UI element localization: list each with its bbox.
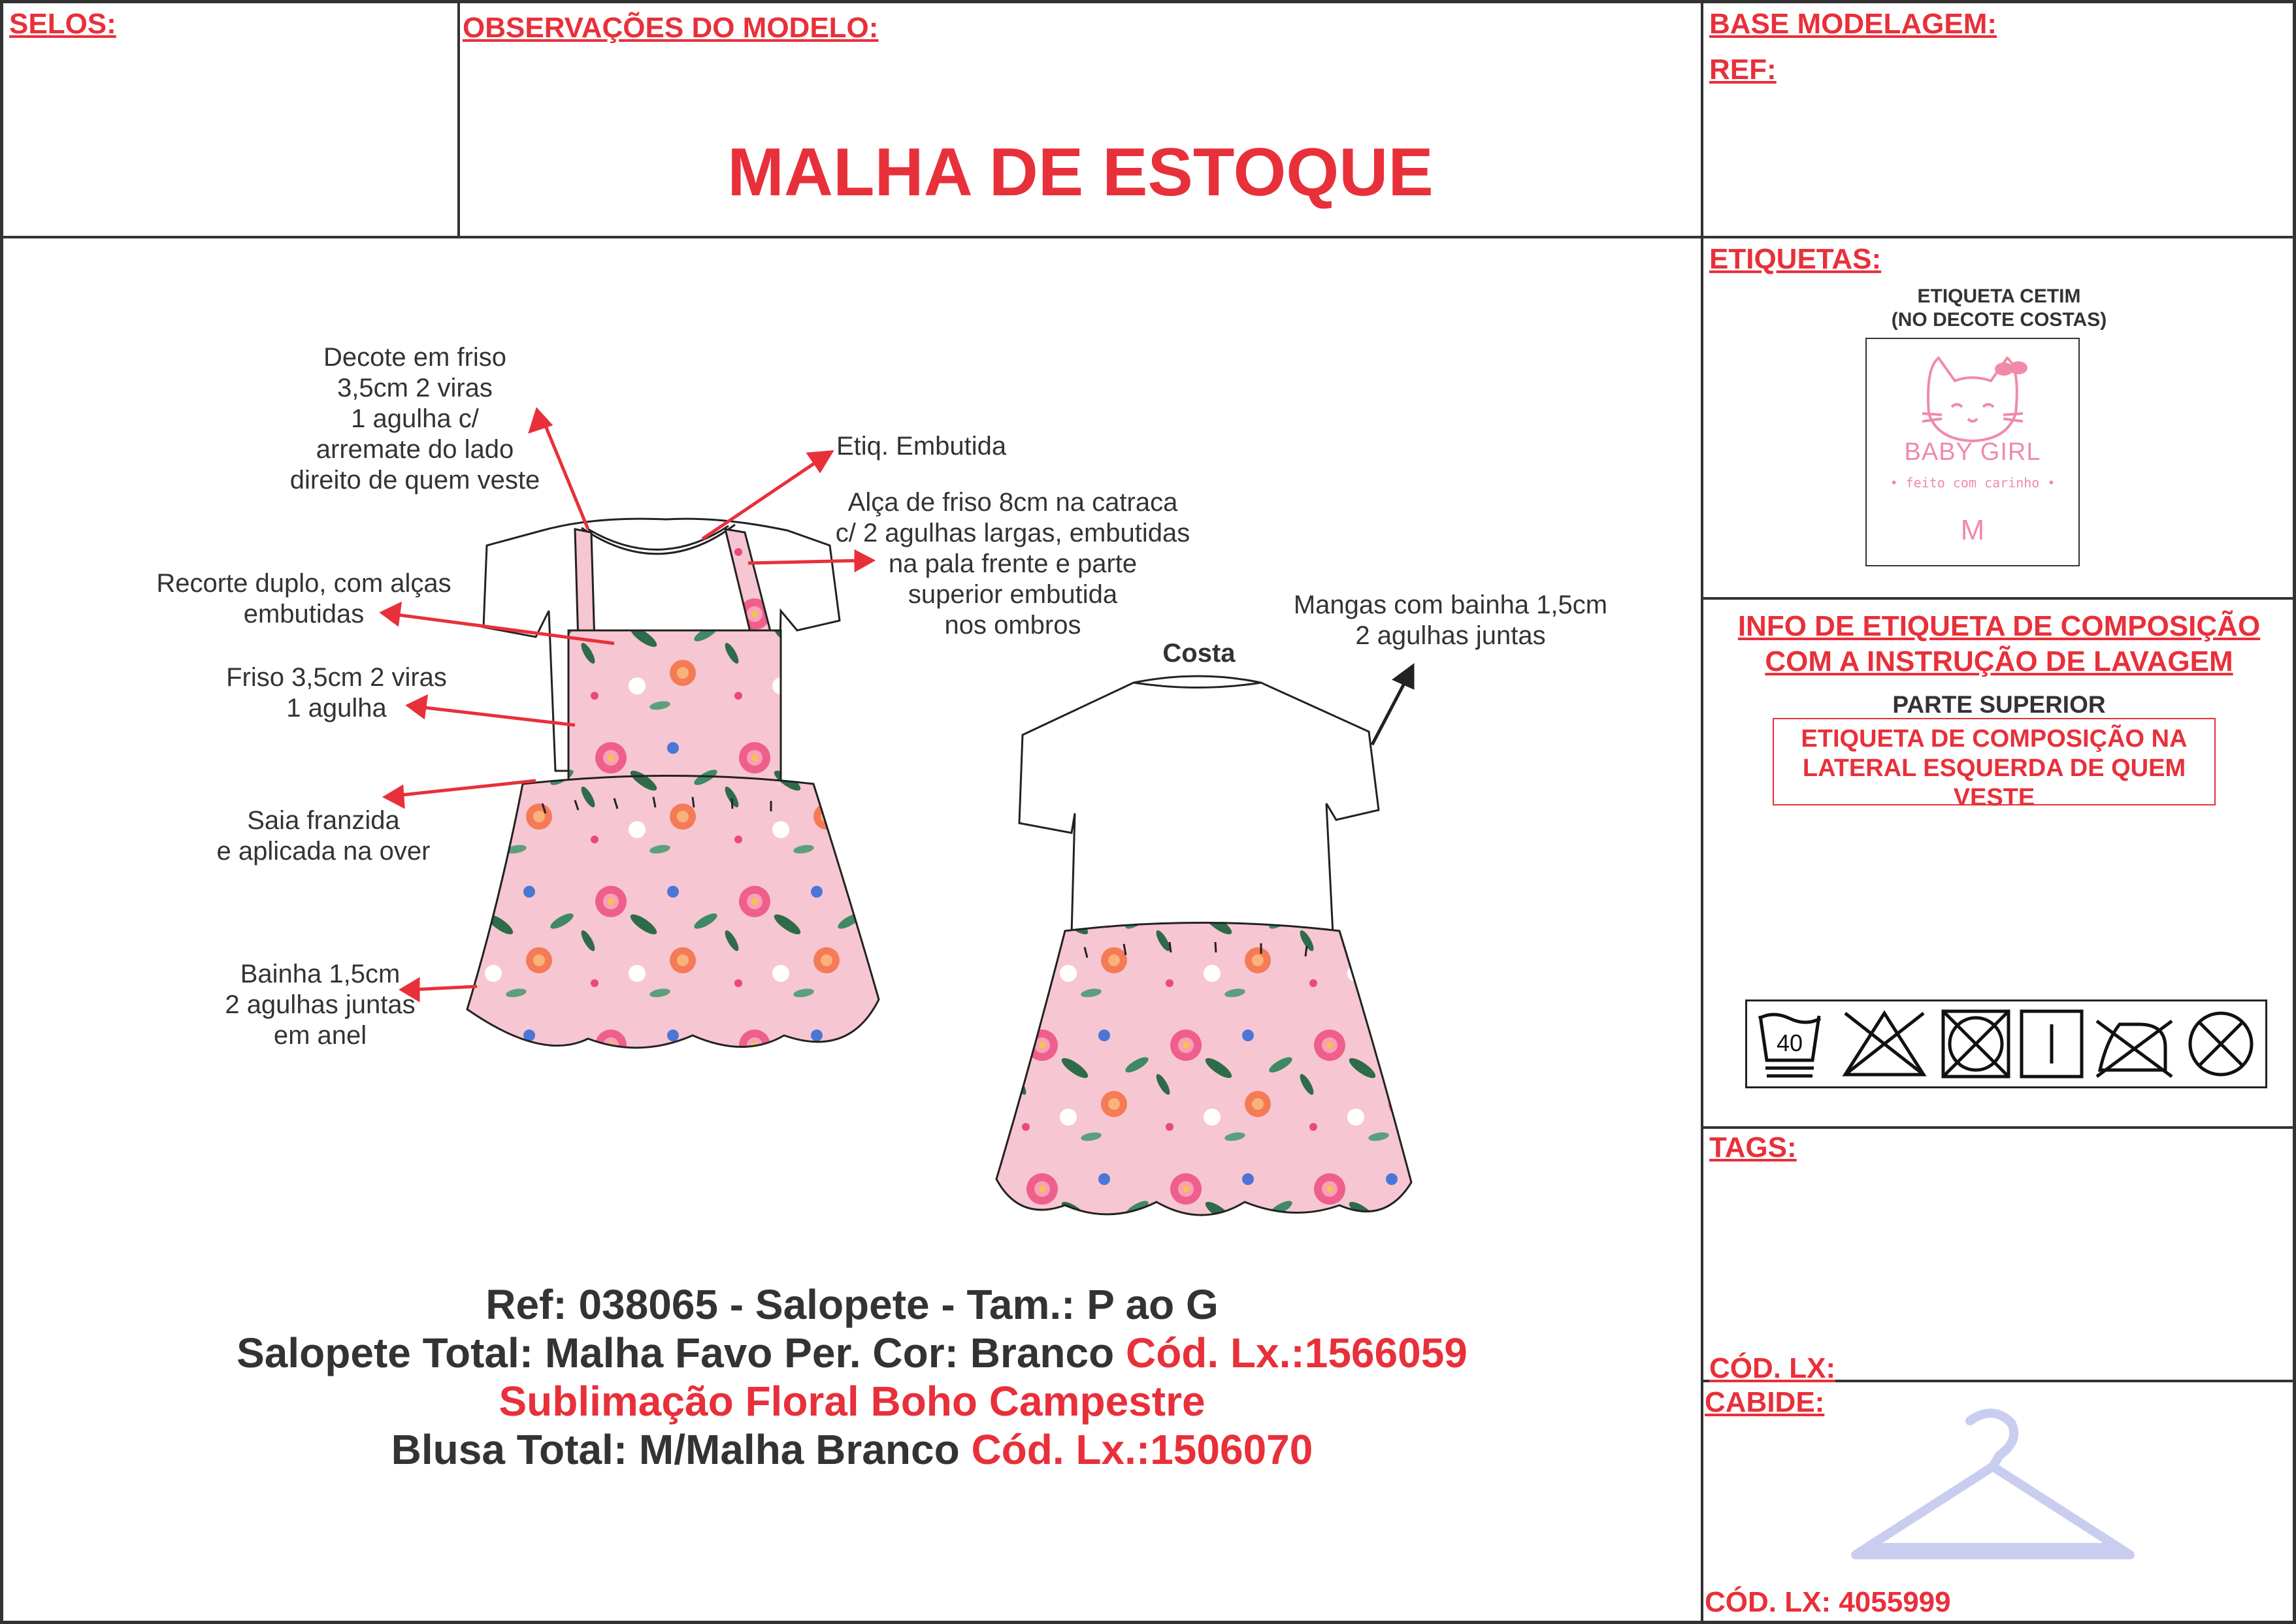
cat-logo-icon: [1867, 342, 2078, 453]
note-friso: Friso 3,5cm 2 viras 1 agulha: [226, 663, 447, 723]
back-view: [996, 676, 1411, 1215]
info-title-line-1: INFO DE ETIQUETA DE COMPOSIÇÃO: [1737, 610, 2261, 642]
spec-line-1: Ref: 038065 - Salopete - Tam.: P ao G: [485, 1281, 1219, 1328]
spec-line-2: [3, 1329, 1701, 1377]
base-modelagem-label: BASE MODELAGEM:: [1709, 8, 1997, 40]
label-brand: BABY GIRL: [1904, 438, 2041, 466]
parte-superior-label: PARTE SUPERIOR: [1892, 691, 2106, 718]
cabide-label: CABIDE:: [1705, 1386, 1825, 1418]
no-dry-clean-icon: [2190, 1013, 2252, 1075]
spec-line-3: Sublimação Floral Boho Campestre: [499, 1378, 1205, 1425]
satin-label: [1865, 338, 2080, 566]
tags-label: TAGS:: [1709, 1131, 1797, 1163]
etiqueta-cetim-caption: [1702, 285, 2296, 332]
etiqueta-cetim-location: (NO DECOTE COSTAS): [1891, 309, 2107, 331]
note-bainha: Bainha 1,5cm 2 agulhas juntas em anel: [225, 960, 416, 1050]
ref-label: REF:: [1709, 54, 1777, 86]
spec-line-2-code: Cód. Lx.:1566059: [1125, 1329, 1468, 1376]
info-etiqueta-title: [1702, 609, 2296, 679]
front-strap-left: [575, 529, 595, 643]
no-tumble-dry-icon: [1943, 1011, 2009, 1077]
back-shirt: [1019, 676, 1379, 934]
border-bottom: [0, 1621, 2296, 1624]
spec-line-4: [3, 1425, 1701, 1474]
care-symbols: [1747, 1001, 2265, 1086]
note-saia: Saia franzida e aplicada na over: [216, 806, 431, 866]
front-skirt: [467, 776, 879, 1048]
composicao-box: ETIQUETA DE COMPOSIÇÃO NA LATERAL ESQUERDA DE QUEM VESTE: [1773, 718, 2216, 805]
spec-text: [3, 1280, 1701, 1474]
etiqueta-cetim-title: ETIQUETA CETIM: [1917, 285, 2081, 307]
observacoes-label: OBSERVAÇÕES DO MODELO:: [463, 12, 879, 44]
info-title-line-2: COM A INSTRUÇÃO DE LAVAGEM: [1765, 645, 2233, 677]
care-symbols-box: [1745, 999, 2267, 1088]
no-iron-icon: [2097, 1021, 2172, 1077]
mangas-arrow: [1372, 666, 1413, 745]
wash-temperature: 40: [1776, 1030, 1803, 1056]
note-alca: Alça de friso 8cm na catraca c/ 2 agulhas largas, embutidas na pala frente e parte superior embutida nos ombros: [835, 488, 1190, 640]
tags-cod-lx-label: CÓD. LX:: [1709, 1352, 1836, 1384]
sidebar-h2: [1702, 1126, 2296, 1129]
etiquetas-label: ETIQUETAS:: [1709, 243, 1882, 275]
spec-line-4-code: Cód. Lx.:1506070: [971, 1426, 1313, 1473]
label-costa: Costa: [1162, 639, 1236, 668]
back-skirt: [996, 923, 1411, 1216]
label-tagline: • feito com carinho •: [1890, 475, 2056, 491]
selos-label: SELOS:: [9, 8, 116, 40]
hanger-icon: [1843, 1405, 2143, 1574]
line-dry-icon: [2022, 1011, 2082, 1077]
note-decote: Decote em friso 3,5cm 2 viras 1 agulha c/ arremate do lado direito de quem veste: [289, 343, 540, 495]
sidebar-h1: [1702, 597, 2296, 600]
no-bleach-icon: [1845, 1013, 1924, 1075]
main-title: MALHA DE ESTOQUE: [727, 135, 1434, 210]
note-etiq-embutida: Etiq. Embutida: [836, 432, 1007, 461]
cabide-cod-lx: CÓD. LX: 4055999: [1705, 1586, 1951, 1618]
label-size: M: [1960, 514, 1985, 546]
front-bib: [568, 630, 781, 781]
spec-line-4-fabric: Blusa Total: M/Malha Branco: [391, 1426, 972, 1473]
spec-line-2-fabric: Salopete Total: Malha Favo Per. Cor: Branco: [237, 1329, 1126, 1376]
note-mangas: Mangas com bainha 1,5cm 2 agulhas juntas: [1293, 591, 1608, 650]
note-recorte: Recorte duplo, com alças embutidas: [156, 569, 451, 628]
